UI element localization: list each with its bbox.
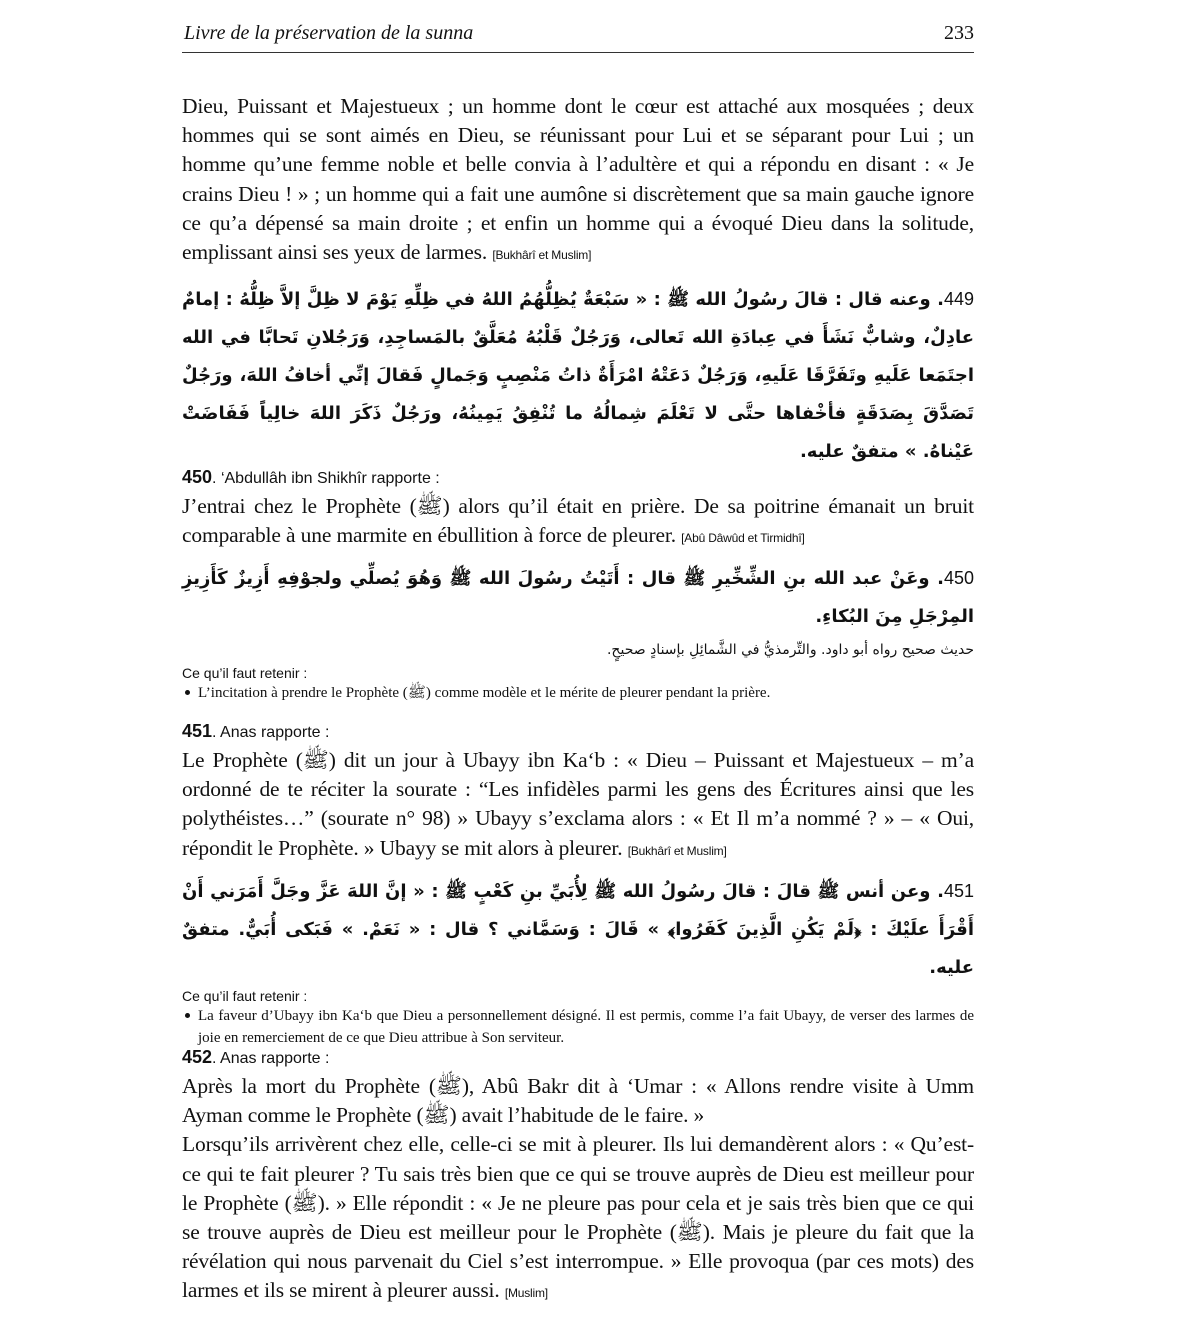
- retain-label: Ce qu’il faut retenir :: [182, 987, 308, 1004]
- hadith-451-arabic: 451. وعن أنس ﷺ قالَ : قالَ رسُولُ الله ﷺ لِأُبَيِّ بنِ كَعْبٍ ﷺ : « إنَّ اللهَ عَزَّ وجَلَّ أَمَرَني أَنْ أَقْرَأَ علَيْكَ : ﴿لَمْ يَكُنِ الَّذِينَ كَفَرُوا﴾ » قَالَ : وَسَمَّاني ؟ قال : « نَعَمْ. » فَبَكى أُبَيٌّ. متفقٌ عليه.: [182, 880, 974, 978]
- hadith-449-source: [Bukhârî et Muslim]: [492, 248, 592, 263]
- hadith-451-source: [Bukhârî et Muslim]: [627, 843, 727, 858]
- hadith-452-heading: [182, 1046, 974, 1070]
- hadith-450: [182, 466, 974, 704]
- header-rule: [182, 52, 974, 53]
- hadith-number: 451: [182, 721, 213, 741]
- hadith-452-source: [Muslim]: [504, 1286, 548, 1301]
- page-number: 233: [944, 22, 974, 44]
- hadith-number: 450: [182, 467, 213, 487]
- hadith-449-continuation: [182, 92, 974, 471]
- hadith-450-french: J’entrai chez le Prophète (ﷺ) alors qu’il était en prière. De sa poitrine émanait un bruit comparable à une marmite en ébullition à force de pleurer. [Abû Dâwûd et Tirmidhî]: [182, 494, 974, 548]
- hadith-narrator: . Anas rapporte :: [212, 1050, 330, 1067]
- retain-point: L’incitation à prendre le Prophète (ﷺ) comme modèle et le mérite de pleurer pendant la prière.: [182, 682, 974, 704]
- hadith-450-source: [Abû Dâwûd et Tirmidhî]: [681, 531, 805, 546]
- hadith-449-arabic: 449. وعنه قال : قالَ رسُولُ الله ﷺ : « سَبْعَةٌ يُظِلُّهُمُ اللهُ في ظِلِّهِ يَوْمَ لا ظِلَّ إلاَّ ظِلُّهُ : إمامٌ عادِلٌ، وشابٌّ نَشَأَ في عِبادَةِ الله تَعالى، وَرَجُلٌ قَلْبُهُ مُعَلَّقٌ بالمَساجِدِ، وَرَجُلانِ تَحابَّا في الله اجتَمَعا عَلَيهِ وتَفَرَّقَا عَلَيهِ، وَرَجُلٌ دَعَتْهُ امْرَأَةٌ ذاتُ مَنْصِبٍ وَجَمالٍ فَقالَ إنِّي أخافُ اللهَ، ورَجُلٌ تَصَدَّقَ بِصَدَقَةٍ فأخْفاها حتَّى لا تَعْلَمَ شِمالُهُ ما تُنْفِقُ يَمِينُهُ، ورَجُلٌ ذَكَرَ اللهَ خالِياً فَفَاضَتْ عَيْناهُ. » متفقٌ عليه.: [182, 289, 974, 463]
- hadith-449-french: Dieu, Puissant et Majestueux ; un homme dont le cœur est attaché aux mosquées ; deux hommes qui se sont aimés en Dieu, se réunissant pour Lui et se séparant pour Lui ; un homme qu’une femme noble et belle convia à l’adultère et qui a répondu en disant : « Je crains Dieu ! » ; un homme qui a fait une aumône si discrètement que sa main gauche ignore ce qu’a dépensé sa main droite ; et enfin un homme qui a évoqué Dieu dans la solitude, emplissant ainsi ses yeux de larmes. [Bukhârî et Muslim]: [182, 94, 974, 265]
- hadith-450-arabic: 450. وعَنْ عبد الله بنِ الشِّخِّيرِ ﷺ قال : أَتَيْتُ رسُولَ الله ﷺ وَهُوَ يُصلِّي ولجوْفِهِ أَزِيزٌ كَأَزِيزِ المِرْجَلِ مِنَ البُكاءِ.: [182, 568, 974, 628]
- hadith-452-french-part2: Lorsqu’ils arrivèrent chez elle, celle-ci se mit à pleurer. Ils lui demandèrent alors : « Qu’est-ce qui te fait pleurer ? Tu sais très bien que ce qui se trouve auprès de Dieu est meilleur pour le Prophète (ﷺ). » Elle répondit : « Je ne pleure pas pour cela et je sais très bien que ce qui se trouve auprès de Dieu est meilleur pour le Prophète (ﷺ). Mais je pleure du fait que la révélation qui nous parvenait du Ciel s’est interrompue. » Elle provoqua (par ces mots) des larmes et ils se mirent à pleurer aussi. [Muslim]: [182, 1132, 974, 1303]
- hadith-451-french: Le Prophète (ﷺ) dit un jour à Ubayy ibn Ka‘b : « Dieu – Puissant et Majestueux – m’a ordonné de te réciter la sourate : “Les infidèles parmi les gens des Écritures ainsi que les polythéistes…” (sourate n° 98) » Ubayy s’exclama alors : « Et Il m’a nommé ? » – « Oui, répondit le Prophète. » Ubayy se mit alors à pleurer. [Bukhârî et Muslim]: [182, 748, 974, 860]
- hadith-450-heading: [182, 466, 974, 490]
- hadith-number: 452: [182, 1047, 213, 1067]
- hadith-452: [182, 1046, 974, 1309]
- hadith-451: [182, 720, 974, 1049]
- hadith-451-heading: [182, 720, 974, 744]
- chapter-title: Livre de la préservation de la sunna: [184, 22, 474, 44]
- retain-point: La faveur d’Ubayy ibn Ka‘b que Dieu a personnellement désigné. Il est permis, comme l’a fait Ubayy, de verser des larmes de joie en remerciement de ce que Dieu attribue à Son serviteur.: [182, 1005, 974, 1049]
- hadith-452-french-part1: Après la mort du Prophète (ﷺ), Abû Bakr dit à ‘Umar : « Allons rendre visite à Umm Ayman comme le Prophète (ﷺ) avait l’habitude de le faire. »: [182, 1074, 974, 1128]
- hadith-narrator: . ‘Abdullâh ibn Shikhîr rapporte :: [212, 470, 440, 487]
- running-head: [182, 22, 974, 52]
- hadith-450-arabic-note: حديث صحيح رواه أبو داود. والتِّرمذيُّ في الشَّمائِلِ بإسنادٍ صحيحٍ.: [606, 642, 974, 659]
- hadith-narrator: . Anas rapporte :: [212, 724, 330, 741]
- retain-label: Ce qu’il faut retenir :: [182, 665, 308, 682]
